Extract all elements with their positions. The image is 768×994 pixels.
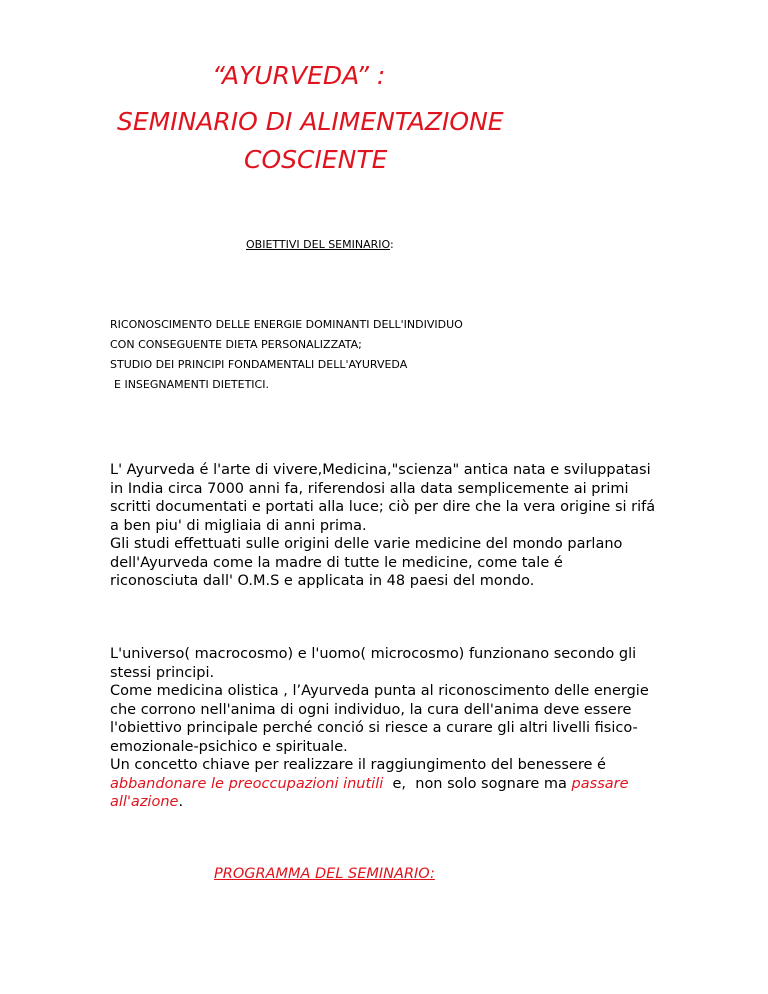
paragraph-line: L'universo( macrocosmo) e l'uomo( microcosmo) funzionano secondo gli	[110, 646, 637, 662]
intro-paragraph	[110, 461, 670, 591]
title-line-3: COSCIENTE	[244, 145, 388, 174]
objective-line: CON CONSEGUENTE DIETA PERSONALIZZATA;	[110, 338, 362, 351]
paragraph-end-period: .	[178, 794, 184, 810]
paragraph-line: scritti documentati e portati alla luce; ciò per dire che la vera origine si rifá	[110, 499, 656, 515]
highlight-connector: e, non solo sognare ma	[383, 775, 572, 792]
objectives-heading-colon: :	[389, 238, 394, 251]
paragraph-line: riconosciuta dall' O.M.S e applicata in 48 paesi del mondo.	[110, 573, 535, 589]
title-line-2: SEMINARIO DI ALIMENTAZIONE	[117, 107, 504, 136]
objective-line: E INSEGNAMENTI DIETETICI.	[114, 378, 269, 391]
paragraph-line: stessi principi.	[110, 664, 215, 681]
paragraph-line-end	[110, 793, 670, 812]
paragraph-line: dell'Ayurveda come la madre di tutte le medicine, come tale é	[110, 554, 563, 571]
program-heading: PROGRAMMA DEL SEMINARIO:	[214, 866, 435, 882]
paragraph-line: Gli studi effettuati sulle origini delle varie medicine del mondo parlano	[110, 536, 623, 552]
highlight-abbandonare: abbandonare le preoccupazioni inutili	[110, 775, 384, 792]
highlight-azione: all'azione	[110, 794, 179, 810]
principles-paragraph	[110, 645, 670, 812]
title-line-1: “AYURVEDA” :	[212, 61, 386, 90]
paragraph-line: a ben piu' di migliaia di anni prima.	[110, 517, 367, 534]
objective-line: STUDIO DEI PRINCIPI FONDAMENTALI DELL'AYURVEDA	[110, 358, 408, 371]
paragraph-line: L' Ayurveda é l'arte di vivere,Medicina,"scienza" antica nata e sviluppatasi	[110, 462, 651, 478]
paragraph-line: che corrono nell'anima di ogni individuo, la cura dell'anima deve essere	[110, 701, 632, 718]
highlight-passare: passare	[571, 775, 629, 792]
paragraph-line: Un concetto chiave per realizzare il raggiungimento del benessere é	[110, 757, 606, 773]
objectives-list	[110, 315, 463, 395]
paragraph-line: emozionale-psichico e spirituale.	[110, 738, 348, 755]
paragraph-line: in India circa 7000 anni fa, riferendosi alla data semplicemente ai primi	[110, 480, 629, 497]
paragraph-line: Come medicina olistica , l’Ayurveda punta al riconoscimento delle energie	[110, 683, 649, 699]
objectives-heading	[246, 238, 394, 252]
paragraph-line-highlight	[110, 775, 670, 794]
paragraph-line: l'obiettivo principale perché conció si riesce a curare gli altri livelli fisico-	[110, 720, 638, 736]
objectives-heading-text: OBIETTIVI DEL SEMINARIO	[246, 238, 390, 251]
objective-line: RICONOSCIMENTO DELLE ENERGIE DOMINANTI DELL'INDIVIDUO	[110, 318, 463, 331]
